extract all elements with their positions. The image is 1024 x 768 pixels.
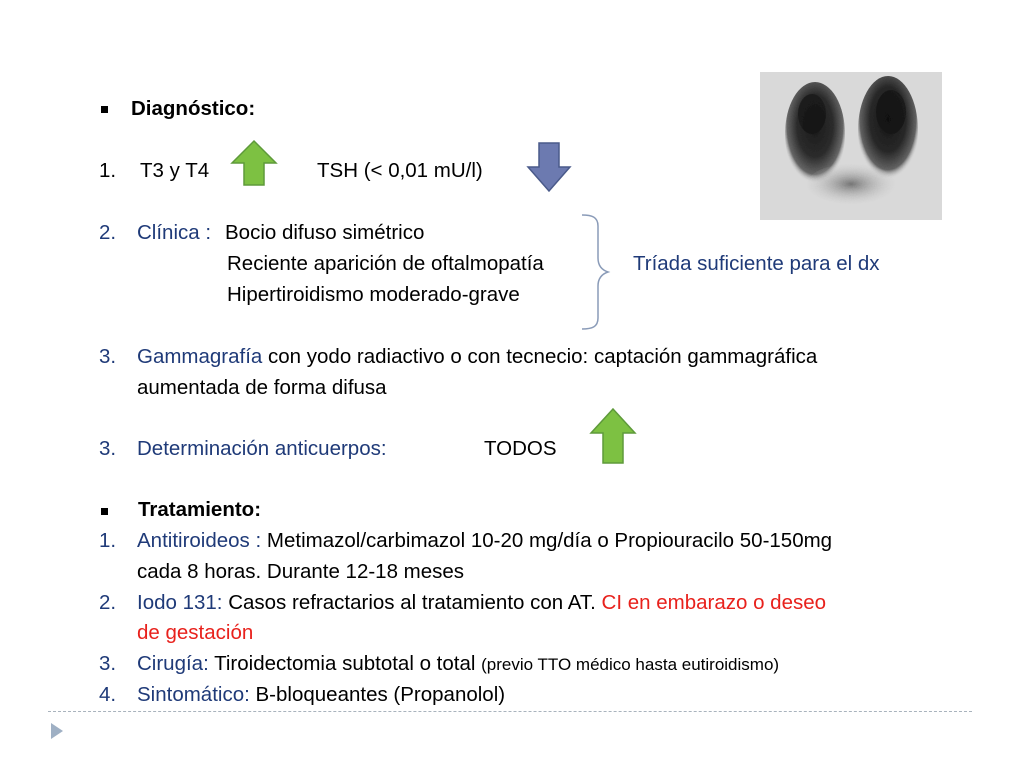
clinica-row [137, 220, 211, 246]
iodo-warning-cont: de gestación [137, 621, 254, 644]
sintomatico-label: Sintomático: [137, 683, 250, 706]
clinica-label: Clínica [137, 221, 200, 244]
antitiroideos-line-1 [137, 528, 832, 554]
gammagrafia-line-2: aumentada de forma difusa [137, 376, 387, 399]
play-triangle-icon[interactable] [50, 722, 64, 740]
iodo-label: Iodo 131: [137, 591, 223, 614]
item3-number: 3. [99, 345, 117, 368]
clinica-sep: : [199, 221, 212, 244]
gammagrafia-text: con yodo radiactivo o con tecnecio: captación gammagráfica [262, 345, 818, 368]
item2-number: 2. [99, 221, 117, 244]
antitiroideos-line-2: cada 8 horas. Durante 12-18 meses [137, 560, 465, 583]
item1-number: 1. [99, 159, 117, 182]
anticuerpos-value: TODOS [484, 437, 557, 460]
cirugia-line [137, 651, 779, 678]
arrow-up-icon [589, 407, 637, 465]
iodo-warning: CI en embarazo o deseo [601, 591, 827, 614]
diagnostico-heading: Diagnóstico: [131, 97, 256, 120]
tsh-label: TSH (< 0,01 mU/l) [317, 159, 483, 182]
trat4-number: 4. [99, 683, 117, 706]
triada-note: Tríada suficiente para el dx [633, 252, 880, 275]
antitiroideos-text: Metimazol/carbimazol 10-20 mg/día o Propiouracilo 50-150mg [261, 529, 833, 552]
sintomatico-text: B-bloqueantes (Propanolol) [249, 683, 506, 706]
trat2-number: 2. [99, 591, 117, 614]
gammagrafia-line-1 [137, 344, 817, 370]
iodo-text: Casos refractarios al tratamiento con AT. [222, 591, 602, 614]
footer-divider [48, 711, 972, 712]
trat1-number: 1. [99, 529, 117, 552]
trat3-number: 3. [99, 652, 117, 675]
square-bullet-icon [101, 106, 108, 113]
antitiroideos-label: Antitiroideos [137, 529, 250, 552]
cirugia-label: Cirugía: [137, 652, 209, 675]
sintomatico-line [137, 682, 505, 708]
arrow-down-icon [526, 141, 572, 193]
antitiroideos-sep: : [249, 529, 262, 552]
tratamiento-heading: Tratamiento: [138, 498, 262, 521]
arrow-up-icon [230, 139, 278, 187]
gammagrafia-label: Gammagrafía [137, 345, 263, 368]
t3-t4-label: T3 y T4 [140, 159, 210, 182]
right-brace-icon [578, 212, 620, 332]
clinica-line-1: Bocio difuso simétrico [225, 221, 425, 244]
iodo-line-1 [137, 590, 826, 616]
clinica-line-2: Reciente aparición de oftalmopatía [227, 252, 544, 275]
clinica-line-3: Hipertiroidismo moderado-grave [227, 283, 520, 306]
item4-number: 3. [99, 437, 117, 460]
anticuerpos-label: Determinación anticuerpos: [137, 437, 387, 460]
cirugia-note: (previo TTO médico hasta eutiroidismo) [481, 655, 780, 674]
square-bullet-icon [101, 508, 108, 515]
cirugia-text: Tiroidectomia subtotal o total [208, 652, 482, 675]
thyroid-scintigraphy-image [760, 72, 942, 220]
